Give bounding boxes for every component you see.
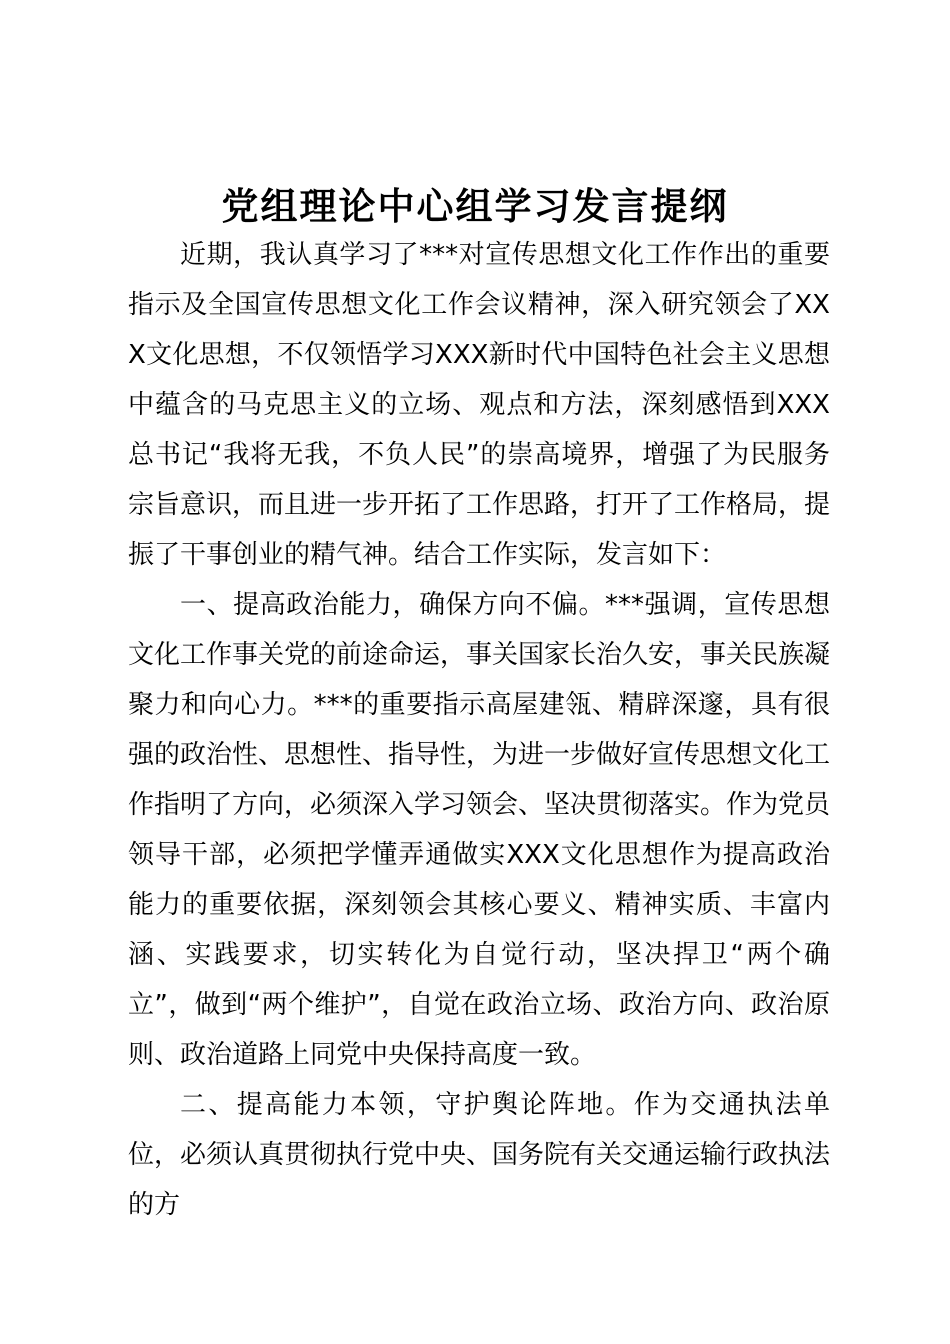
paragraph-section-1 <box>128 580 830 1080</box>
section-2-heading: 二、提高能力本领，守护舆论阵地。 <box>180 1090 634 1120</box>
section-1-text: ***强调，宣传思想文化工作事关党的前途命运，事关国家长治久安，事关民族凝聚力和向心力。***的重要指示高屋建瓴、精辟深邃，具有很强的政治性、思想性、指导性，为进一步做好宣传思想文化工作指明了方向，必须深入学习领会、坚决贯彻落实。作为党员领导干部，必须把学懂弄通做实XXX文化思想作为提高政治能力的重要依据，深刻领会其核心要义、精神实质、丰富内涵、实践要求，切实转化为自觉行动，坚决捍卫“两个确立”，做到“两个维护”，自觉在政治立场、政治方向、政治原则、政治道路上同党中央保持高度一致。 <box>128 590 831 1070</box>
document-title: 党组理论中心组学习发言提纲 <box>221 184 729 228</box>
paragraph-section-2 <box>128 1080 830 1230</box>
paragraph-intro-text: 近期，我认真学习了***对宣传思想文化工作作出的重要指示及全国宣传思想文化工作会议精神，深入研究领会了XXX文化思想，不仅领悟学习XXX新时代中国特色社会主义思想中蕴含的马克思主义的立场、观点和方法，深刻感悟到XXX总书记“我将无我，不负人民”的崇高境界，增强了为民服务宗旨意识，而且进一步开拓了工作思路，打开了工作格局，提振了干事创业的精气神。结合工作实际，发言如下： <box>128 240 831 570</box>
paragraph-intro <box>128 230 830 580</box>
section-2-text: 作为交通执法单位，必须认真贯彻执行党中央、国务院有关交通运输行政执法的方 <box>128 1090 831 1220</box>
section-1-heading: 一、提高政治能力，确保方向不偏。 <box>180 590 606 620</box>
